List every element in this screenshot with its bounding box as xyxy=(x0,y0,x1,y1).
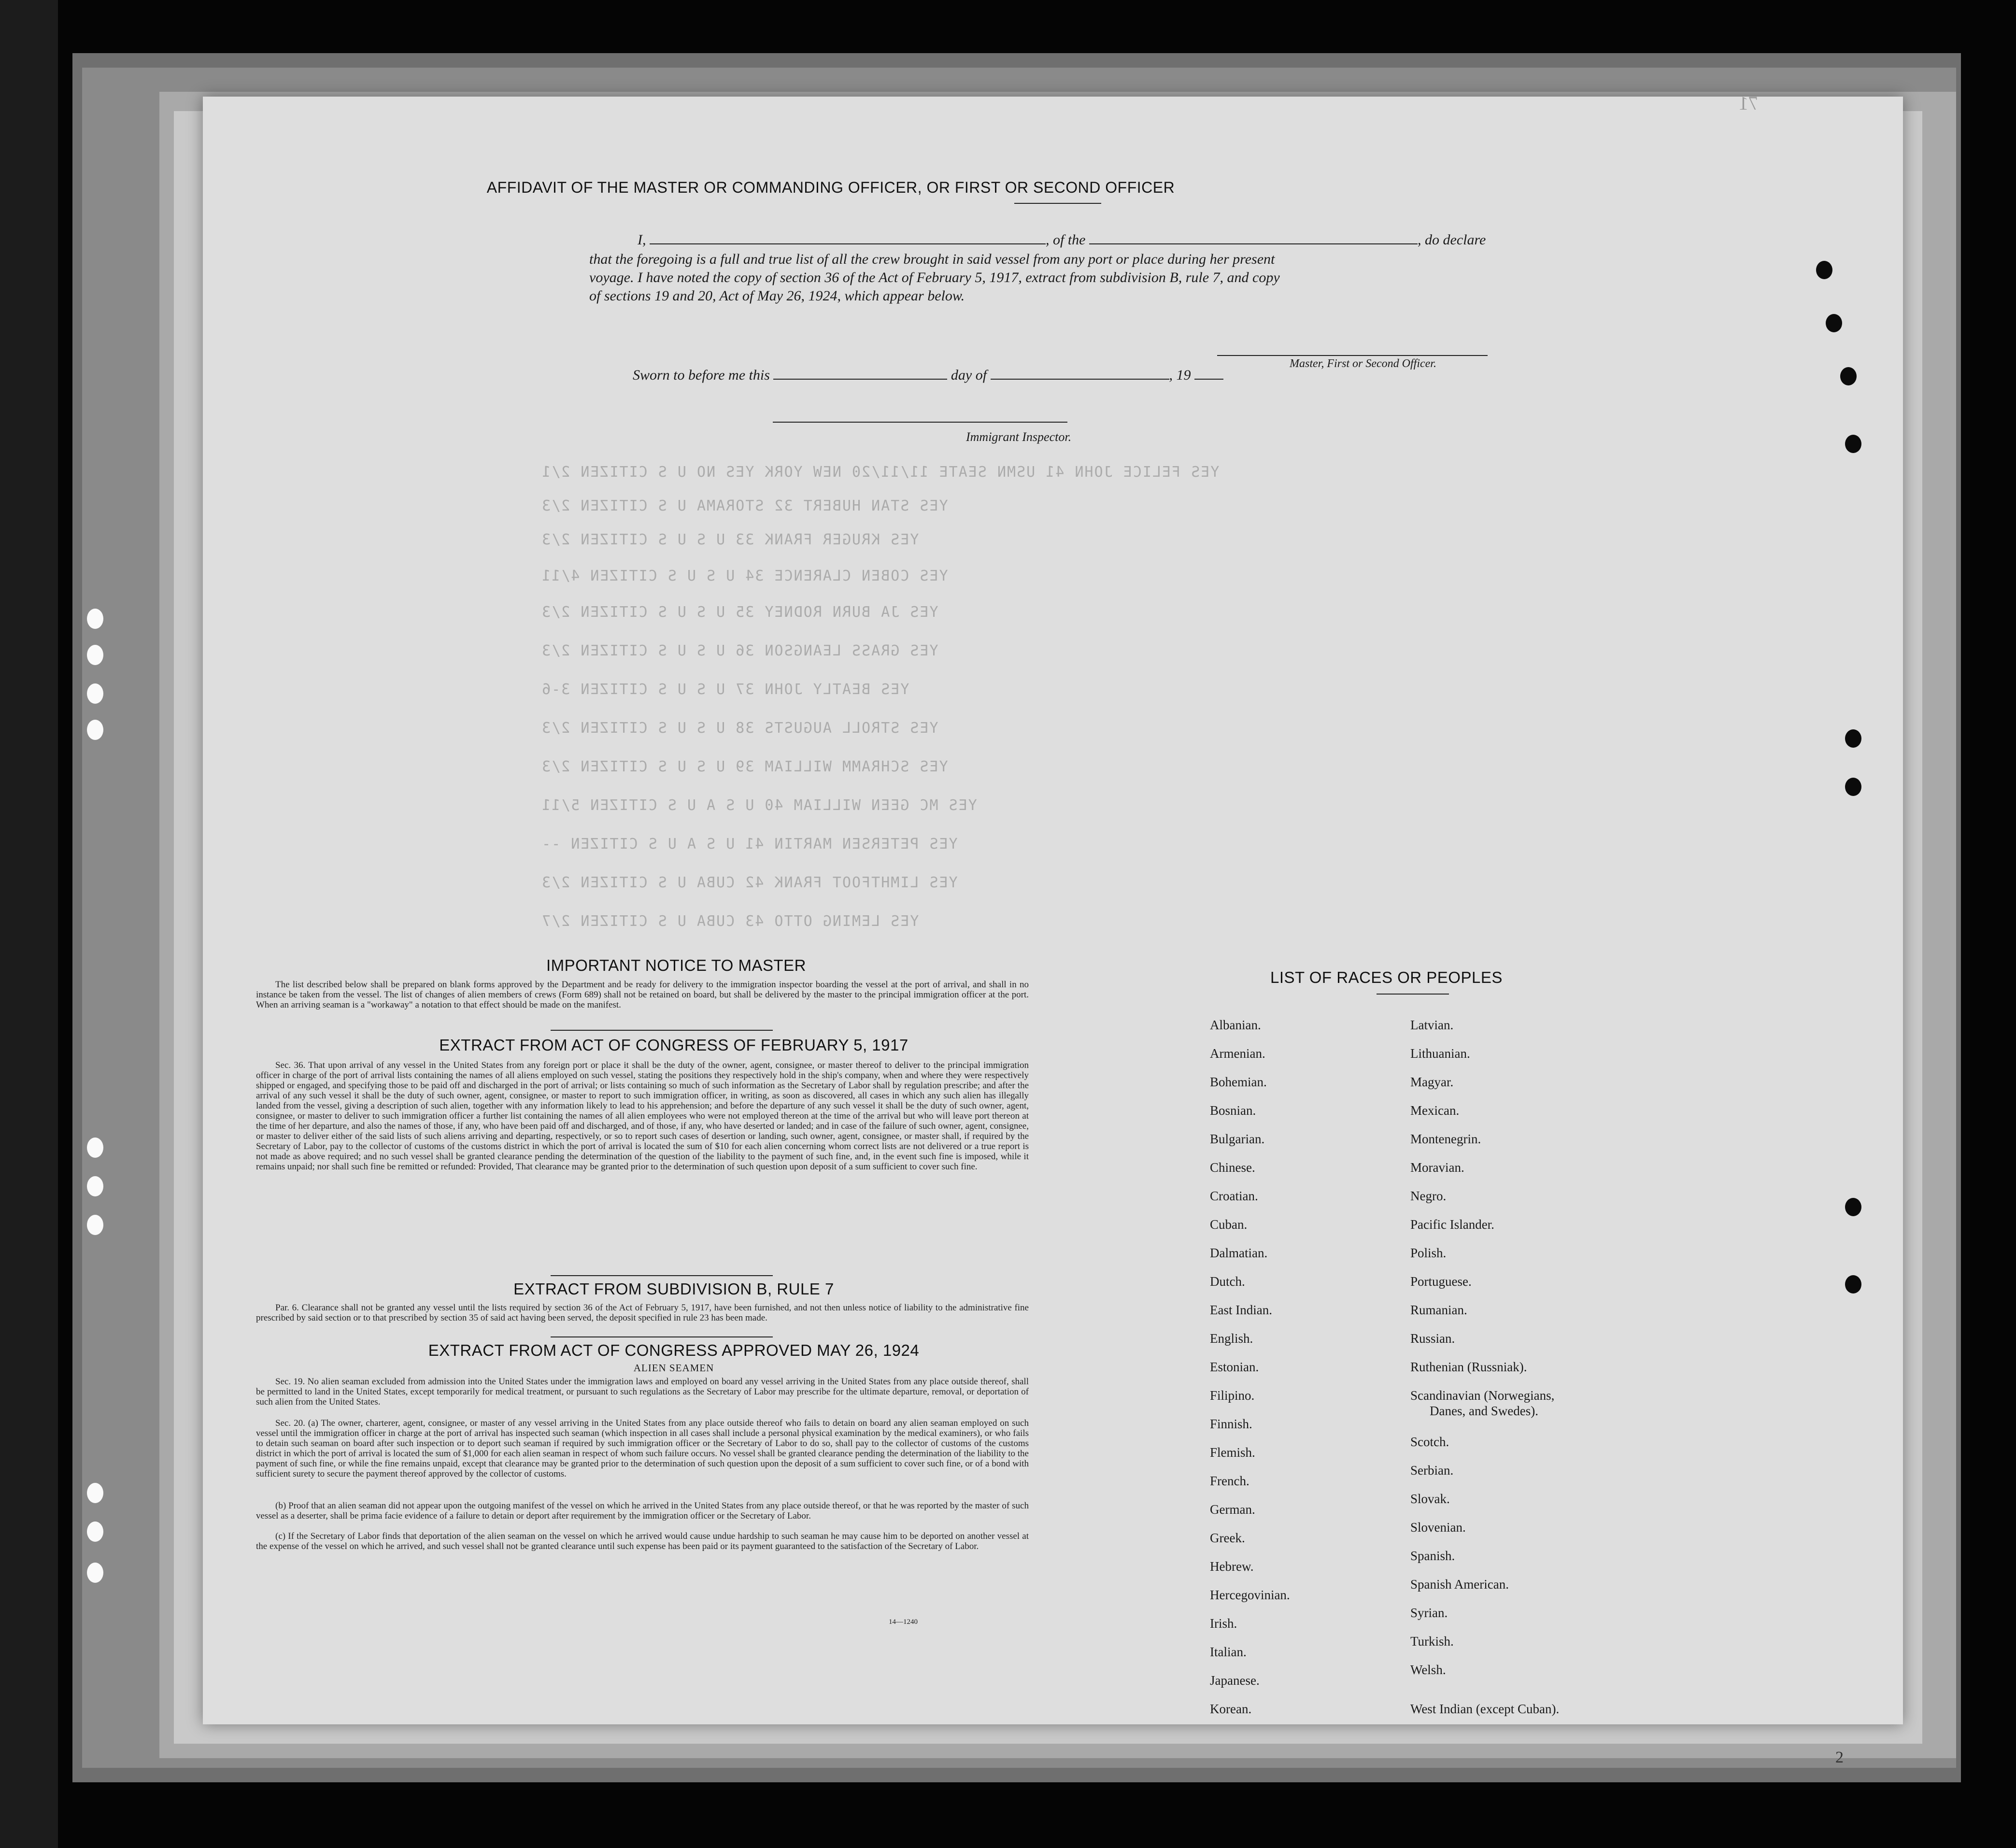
race-item: Bulgarian. xyxy=(1210,1132,1265,1146)
extract-1924-subtitle: ALIEN SEAMEN xyxy=(633,1362,714,1374)
ghost-line: YES SCHRAMM WILLIAM 39 U S U S CITIZEN 2/3 xyxy=(541,758,948,775)
race-item: German. xyxy=(1210,1502,1255,1517)
race-item: Scotch. xyxy=(1410,1435,1449,1449)
race-item: Syrian. xyxy=(1410,1606,1448,1620)
race-item: Dalmatian. xyxy=(1210,1246,1268,1260)
race-item: Serbian. xyxy=(1410,1463,1454,1478)
page-mark: 2 xyxy=(1835,1748,1844,1766)
document-page xyxy=(203,92,1903,1766)
vessel-blank[interactable] xyxy=(1089,239,1418,244)
name-blank[interactable] xyxy=(650,239,1046,244)
punch-hole-icon xyxy=(1840,367,1857,385)
ghost-line: YES STAN HUBERT 32 STORAMA U S CITIZEN 2/3 xyxy=(541,498,948,514)
race-item: Pacific Islander. xyxy=(1410,1217,1494,1232)
divider-rule xyxy=(551,1336,773,1337)
binder-hole-icon xyxy=(87,645,103,665)
binder-hole-icon xyxy=(87,1563,103,1583)
race-item: Rumanian. xyxy=(1410,1303,1467,1317)
punch-hole-icon xyxy=(1845,1275,1861,1294)
race-item: French. xyxy=(1210,1474,1249,1488)
extract-1924-sec20a: Sec. 20. (a) The owner, charterer, agent, consignee, or master of any vessel arriving in the United States from any place outside thereof who fails to detain on board any alien seaman employed on such vessel until the immigration officer in charge at the port of arrival has inspected such seaman (which inspection in all cases shall include a personal physical examination by the medical examiners), or who fails to detain such seaman on board after such inspection or to deport such seaman if required by such immigration officer or the Secretary of Labor to do so, shall pay to the collector of customs of the customs district in which the port of arrival is located the sum of $1,000 for each alien seaman in respect of whom such failure occurs. No vessel shall be granted clearance pending the determination of the liability to the payment of such fine, or while the fine remains unpaid, except that clearance may be granted prior to the determination of such question upon the deposit of a sum sufficient to cover such fine, or of a bond with sufficient surety to secure the payment thereof approved by the collector of customs. xyxy=(256,1418,1029,1479)
punch-hole-icon xyxy=(1845,778,1861,796)
extract-1924-title: EXTRACT FROM ACT OF CONGRESS APPROVED MAY 26, 1924 xyxy=(428,1341,920,1359)
ghost-line: YES BEATLY JOHN 37 U S U S CITIZEN 3-6 xyxy=(541,681,909,698)
binder-hole-icon xyxy=(87,1521,103,1542)
race-item: Welsh. xyxy=(1410,1663,1446,1677)
binder-hole-icon xyxy=(87,720,103,740)
race-item: Italian. xyxy=(1210,1645,1247,1659)
ghost-line: YES PETERSEN MARTIN 41 U S A U S CITIZEN -- xyxy=(541,836,958,853)
race-item: Latvian. xyxy=(1410,1018,1454,1032)
race-item: Slovenian. xyxy=(1410,1520,1466,1535)
race-item: Greek. xyxy=(1210,1531,1245,1545)
race-item: Danes, and Swedes). xyxy=(1430,1404,1538,1418)
race-item: Montenegrin. xyxy=(1410,1132,1481,1146)
extract-1924-sec19: Sec. 19. No alien seaman excluded from admission into the United States under the immigration laws and employed on board any vessel arriving in the United States from any place outside thereof, shall be permitted to land in the United States, except temporarily for medical treatment, or pursuant to such regulations as the Secretary of Labor may prescribe for the ultimate departure, removal, or deportation of such alien from the United States. xyxy=(256,1377,1029,1407)
race-item: Mexican. xyxy=(1410,1103,1460,1118)
race-item: Cuban. xyxy=(1210,1217,1248,1232)
race-item: Spanish American. xyxy=(1410,1577,1509,1592)
affidavit-declare: , do declare xyxy=(1418,232,1486,248)
extract-1924-sec20b: (b) Proof that an alien seaman did not appear upon the outgoing manifest of the vessel on which he arrived in the United States from any place outside thereof, or that he was reported by the master of such vessel as a deserter, shall be prima facie evidence of a failure to detain or deport after requirement by the immigration officer or the Secretary of Labor. xyxy=(256,1501,1029,1521)
race-item: Chinese. xyxy=(1210,1160,1255,1175)
race-item: Croatian. xyxy=(1210,1189,1258,1203)
sworn-month-blank[interactable] xyxy=(991,374,1169,380)
race-item: Japanese. xyxy=(1210,1673,1260,1688)
notice-body: The list described below shall be prepared on blank forms approved by the Department and be ready for delivery to the immigration inspector boarding the vessel at the port of arrival, and shall in no instance be taken from the vessel. The list of changes of alien members of crews (Form 689) shall not be retained on board, but shall be delivered by the master to the principal immigration officer at the port. When an arriving seaman is a "workaway" a notation to that effect should be made on the manifest. xyxy=(256,980,1029,1010)
sworn-day-of: day of xyxy=(951,367,987,383)
race-item: Albanian. xyxy=(1210,1018,1261,1032)
affidavit-i: I, xyxy=(638,232,646,248)
ghost-line: YES LIMHTFOOT FRANK 42 CUBA U S CITIZEN 2/3 xyxy=(541,874,958,891)
inspector-signature-line[interactable] xyxy=(773,422,1067,423)
race-item: Polish. xyxy=(1410,1246,1447,1260)
affidavit-line4: of sections 19 and 20, Act of May 26, 1924, which appear below. xyxy=(589,288,965,304)
film-border-left xyxy=(0,0,58,1848)
race-item: Estonian. xyxy=(1210,1360,1259,1374)
race-item: Moravian. xyxy=(1410,1160,1464,1175)
race-item: Turkish. xyxy=(1410,1634,1454,1649)
sworn-day-blank[interactable] xyxy=(773,374,947,380)
binder-hole-icon xyxy=(87,1215,103,1235)
ghost-line: YES LEMING OTTO 43 CUBA U S CITIZEN 2/7 xyxy=(541,913,919,930)
race-item: Magyar. xyxy=(1410,1075,1454,1089)
race-item: Irish. xyxy=(1210,1616,1237,1631)
extract-1917-body: Sec. 36. That upon arrival of any vessel in the United States from any foreign port or place it shall be the duty of the owner, agent, consignee, or master thereof to deliver to the principal immigration officer in charge of the port of arrival lists containing the names of all aliens employed on such vessel, stating the positions they respectively hold in the ship's company, when and where they were respectively shipped or engaged, and specifying those to be paid off and discharged in the port of arrival; or lists containing so much of such information as the Secretary of Labor shall by regulation prescribe; and after the arrival of any such vessel it shall be the duty of such owner, agent, consignee, or master to report to such immigration officer, in writing, as soon as discovered, all cases in which any such alien has illegally landed from the vessel, giving a description of such alien, together with any information likely to lead to his apprehension; and before the departure of any such vessel it shall be the duty of such owner, agent, consignee, or master to deliver to such immigration officer a further list containing the names of all alien employees who were not employed thereon at the time of the arrival but who will leave port thereon at the time of her departure, and also the names of those, if any, who have been paid off and discharged, and of those, if any, who have deserted or landed; and in case of the failure of such owner, agent, consignee, or master to deliver either of the said lists of such aliens arriving and departing, respectively, or so to report such cases of desertion or landing, such owner, agent, consignee, or master shall, if required by the Secretary of Labor, pay to the collector of customs of the customs district in which the port of arrival is located the sum of $10 for each alien concerning whom correct lists are not delivered or a true report is not made as above required; and no such vessel shall be granted clearance pending the determination of the question of the liability to the payment of such fine, and, in the event such fine is imposed, while it remains unpaid; nor shall such fine be remitted or refunded: Provided, That clearance may be granted prior to the determination of such question upon deposit of a sum sufficient to cover such fine. xyxy=(256,1060,1029,1172)
sworn-year-blank[interactable] xyxy=(1194,374,1223,380)
affidavit-of-the: , of the xyxy=(1046,232,1086,248)
affidavit-line1 xyxy=(638,232,1748,248)
divider-rule xyxy=(551,1275,773,1276)
race-item: Bohemian. xyxy=(1210,1075,1267,1089)
ghost-line: YES JA BURN RODNEY 35 U S U S CITIZEN 2/3 xyxy=(541,604,938,621)
binder-hole-icon xyxy=(87,609,103,629)
race-item: English. xyxy=(1210,1331,1253,1346)
race-item: Scandinavian (Norwegians, xyxy=(1410,1388,1555,1403)
sworn-line xyxy=(633,367,1502,384)
race-item: Portuguese. xyxy=(1410,1274,1472,1289)
title-rule xyxy=(1014,203,1101,204)
rule7-title: EXTRACT FROM SUBDIVISION B, RULE 7 xyxy=(513,1280,834,1298)
punch-hole-icon xyxy=(1845,729,1861,748)
race-item: East Indian. xyxy=(1210,1303,1272,1317)
ghost-line: YES STROLL AUGUSTS 38 U S U S CITIZEN 2/3 xyxy=(541,720,938,737)
extract-1917-title: EXTRACT FROM ACT OF CONGRESS OF FEBRUARY 5, 1917 xyxy=(439,1036,909,1054)
races-title: LIST OF RACES OR PEOPLES xyxy=(1270,968,1503,986)
rule7-body: Par. 6. Clearance shall not be granted any vessel until the lists required by section 36 of the Act of February 5, 1917, have been furnished, and not then unless notice of liability to the administrative fine prescribed by said section or to that prescribed by section 35 of said act having been served, the deposit specified in rule 23 has been made. xyxy=(256,1303,1029,1323)
binder-hole-icon xyxy=(87,1483,103,1503)
race-item: Slovak. xyxy=(1410,1492,1450,1506)
race-item: Finnish. xyxy=(1210,1417,1252,1431)
notice-title: IMPORTANT NOTICE TO MASTER xyxy=(546,956,806,974)
extract-1924-sec20c: (c) If the Secretary of Labor finds that deportation of the alien seaman on the vessel on which he arrived would cause undue hardship to such seaman he may cause him to be deported on another vessel at the expense of the vessel on which he arrived, and such vessel shall not be granted clearance until such expense has been paid or its payment guaranteed to the satisfaction of the Secretary of Labor. xyxy=(256,1531,1029,1551)
race-item: Hercegovinian. xyxy=(1210,1588,1290,1602)
sworn-prefix: Sworn to before me this xyxy=(633,367,770,383)
race-item: Negro. xyxy=(1410,1189,1447,1203)
ghost-line: YES FELICE JOHN 41 USMN SEATE 11/11/20 NEW YORK YES NO U S CITIZEN 2/1 xyxy=(541,464,1220,481)
punch-hole-icon xyxy=(1826,314,1842,332)
punch-hole-icon xyxy=(1845,1198,1861,1216)
divider-rule xyxy=(551,1030,773,1031)
binder-hole-icon xyxy=(87,1176,103,1196)
corner-number: 71 xyxy=(1739,92,1758,114)
master-signature-line[interactable] xyxy=(1217,355,1488,356)
inspector-label: Immigrant Inspector. xyxy=(966,430,1072,444)
affidavit-line2: that the foregoing is a full and true list of all the crew brought in said vessel from any port or place during her present xyxy=(589,251,1275,267)
race-item: Filipino. xyxy=(1210,1388,1255,1403)
binder-hole-icon xyxy=(87,683,103,704)
race-item: Ruthenian (Russniak). xyxy=(1410,1360,1527,1374)
race-item: Korean. xyxy=(1210,1702,1252,1716)
affidavit-line3: voyage. I have noted the copy of section 36 of the Act of February 5, 1917, extract from subdivision B, rule 7, and copy xyxy=(589,270,1280,285)
ghost-line: YES KRUGER FRANK 33 U S U S CITIZEN 2/3 xyxy=(541,531,919,548)
master-label: Master, First or Second Officer. xyxy=(1290,357,1436,370)
race-item: Flemish. xyxy=(1210,1445,1255,1460)
race-item: Bosnian. xyxy=(1210,1103,1256,1118)
form-number: 14—1240 xyxy=(889,1618,918,1626)
sworn-year: , 19 xyxy=(1169,367,1191,383)
ghost-line: YES COBEN CLARENCE 34 U S U S CITIZEN 4/11 xyxy=(541,568,948,584)
race-item: Russian. xyxy=(1410,1331,1455,1346)
binder-hole-icon xyxy=(87,1137,103,1158)
race-item: Armenian. xyxy=(1210,1046,1265,1061)
race-item: Dutch. xyxy=(1210,1274,1245,1289)
races-title-rule xyxy=(1377,994,1449,995)
race-item: Hebrew. xyxy=(1210,1559,1254,1574)
punch-hole-icon xyxy=(1816,261,1832,279)
race-item: Spanish. xyxy=(1410,1549,1455,1563)
race-item: Lithuanian. xyxy=(1410,1046,1470,1061)
ghost-line: YES MC GEEN WILLIAM 40 U S A U S CITIZEN 5/11 xyxy=(541,797,977,814)
ghost-line: YES GRASS LEANGSON 36 U S U S CITIZEN 2/3 xyxy=(541,642,938,659)
punch-hole-icon xyxy=(1845,435,1861,453)
affidavit-title: AFFIDAVIT OF THE MASTER OR COMMANDING OFFICER, OR FIRST OR SECOND OFFICER xyxy=(486,179,1175,196)
race-item: West Indian (except Cuban). xyxy=(1410,1702,1560,1716)
